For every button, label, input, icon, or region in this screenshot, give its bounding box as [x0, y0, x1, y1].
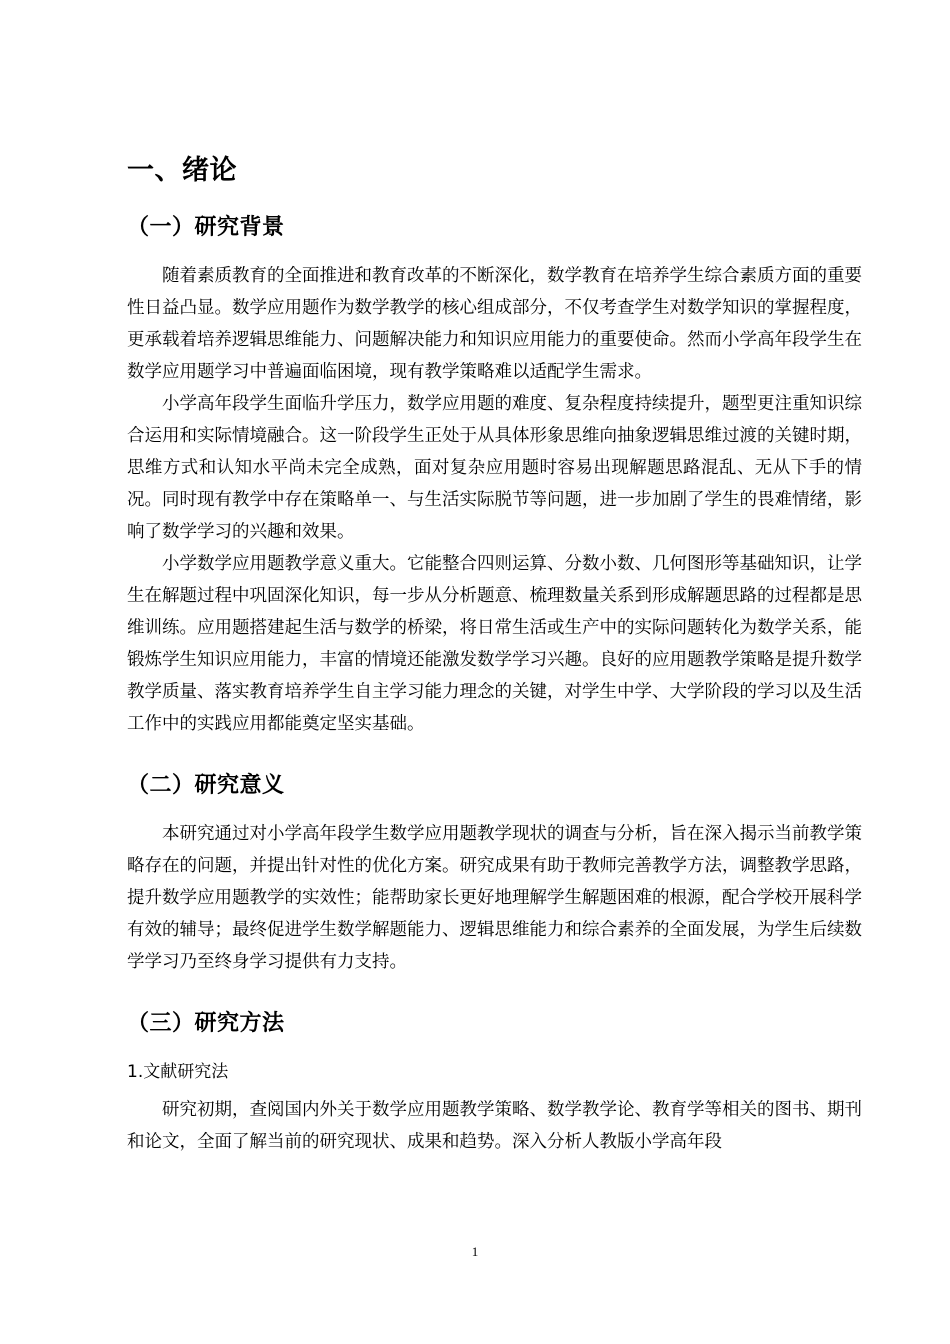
section-title-background: （一）研究背景: [127, 215, 285, 240]
subsection-title-literature-research: 1.文献研究法: [127, 1062, 229, 1082]
section-title-significance: （二）研究意义: [127, 773, 285, 798]
paragraph: 小学高年段学生面临升学压力，数学应用题的难度、复杂程度持续提升，题型更注重知识综合运用和实际情境融合。这一阶段学生正处于从具体形象思维向抽象逻辑思维过渡的关键时期，思维方式和认知水平尚未完全成熟，面对复杂应用题时容易出现解题思路混乱、无从下手的情况。同时现有教学中存在策略单一、与生活实际脱节等问题，进一步加剧了学生的畏难情绪，影响了数学学习的兴趣和效果。: [127, 394, 862, 542]
page-number: 1: [471, 1244, 479, 1259]
section-title-methods: （三）研究方法: [127, 1011, 285, 1036]
paragraph: 研究初期，查阅国内外关于数学应用题教学策略、数学教学论、教育学等相关的图书、期刊和论文，全面了解当前的研究现状、成果和趋势。深入分析人教版小学高年段: [127, 1100, 862, 1152]
paragraph: 本研究通过对小学高年段学生数学应用题教学现状的调查与分析，旨在深入揭示当前教学策略存在的问题，并提出针对性的优化方案。研究成果有助于教师完善教学方法，调整教学思路，提升数学应用题教学的实效性；能帮助家长更好地理解学生解题困难的根源，配合学校开展科学有效的辅导；最终促进学生数学解题能力、逻辑思维能力和综合素养的全面发展，为学生后续数学学习乃至终身学习提供有力支持。: [127, 824, 862, 972]
paragraph: 小学数学应用题教学意义重大。它能整合四则运算、分数小数、几何图形等基础知识，让学生在解题过程中巩固深化知识，每一步从分析题意、梳理数量关系到形成解题思路的过程都是思维训练。应用题搭建起生活与数学的桥梁，将日常生活或生产中的实际问题转化为数学关系，能锻炼学生知识应用能力，丰富的情境还能激发数学学习兴趣。良好的应用题教学策略是提升数学教学质量、落实教育培养学生自主学习能力理念的关键，对学生中学、大学阶段的学习以及生活工作中的实践应用都能奠定坚实基础。: [127, 554, 862, 734]
page-content: [127, 148, 862, 1158]
chapter-title: 一、绪论: [127, 155, 237, 186]
paragraph: 随着素质教育的全面推进和教育改革的不断深化，数学教育在培养学生综合素质方面的重要性日益凸显。数学应用题作为数学教学的核心组成部分，不仅考查学生对数学知识的掌握程度，更承载着培养逻辑思维能力、问题解决能力和知识应用能力的重要使命。然而小学高年段学生在数学应用题学习中普遍面临困境，现有教学策略难以适配学生需求。: [127, 266, 862, 382]
